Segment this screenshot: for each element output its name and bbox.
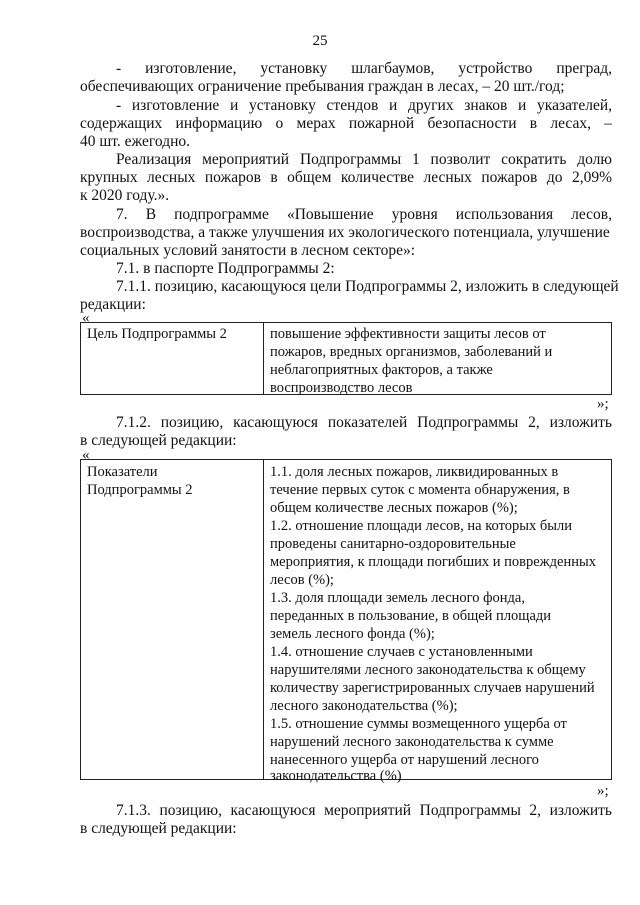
indicators-table-label-line-1: Показатели: [87, 464, 158, 480]
indicators-table-divider: [263, 460, 264, 779]
goal-table-value-line-1: повышение эффективности защиты лесов от: [270, 326, 546, 342]
indicator-line-11: 1.4. отношение случаев с установленными: [270, 644, 533, 660]
text-line-10: воспроизводства, а также улучшения их экологического потенциала, улучшение: [80, 224, 610, 241]
goal-table-value-line-2: пожаров, вредных организмов, заболеваний и: [270, 344, 553, 360]
indicator-line-9: переданных в пользование, в общей площади: [270, 608, 552, 624]
indicator-line-12: нарушителями лесного законодательства к общему: [270, 662, 586, 678]
indicator-line-16: нарушений лесного законодательства к сумме: [270, 734, 554, 750]
closing-quote-1: »;: [597, 396, 609, 412]
indicators-table-label-line-2: Подпрограммы 2: [87, 482, 193, 498]
indicator-line-13: количеству зарегистрированных случаев нарушений: [270, 680, 595, 696]
text-line-14: редакции:: [80, 296, 146, 313]
indicator-line-14: лесного законодательства (%);: [270, 698, 458, 714]
text-line-4: содержащих информацию о мерах пожарной безопасности в лесах, –: [80, 115, 612, 132]
text-line-11: социальных условий занятости в лесном секторе»:: [80, 242, 416, 259]
text-line-1: - изготовление, установку шлагбаумов, устройство преград,: [116, 60, 612, 77]
indicator-line-10: земель лесного фонда (%);: [270, 626, 435, 642]
text-line-6: Реализация мероприятий Подпрограммы 1 позволит сократить долю: [116, 151, 612, 168]
text-line-7: крупных лесных пожаров в общем количестве лесных пожаров до 2,09%: [80, 169, 612, 186]
opening-quote-2: «: [82, 447, 90, 463]
indicator-line-17: нанесенного ущерба от нарушений лесного: [270, 752, 539, 768]
goal-table-value-line-3: неблагоприятных факторов, а также: [270, 362, 493, 378]
goal-table: [80, 322, 612, 395]
indicator-line-2: течение первых суток с момента обнаружения, в: [270, 482, 570, 498]
goal-table-label: Цель Подпрограммы 2: [87, 326, 227, 342]
text-line-2: обеспечивающих ограничение пребывания граждан в лесах, – 20 шт./год;: [80, 78, 565, 95]
indicator-line-4: 1.2. отношение площади лесов, на которых были: [270, 518, 572, 534]
indicator-line-3: общем количестве лесных пожаров (%);: [270, 500, 518, 516]
text-line-16: в следующей редакции:: [80, 432, 237, 449]
text-line-13: 7.1.1. позицию, касающуюся цели Подпрограммы 2, изложить в следующей: [116, 278, 619, 295]
text-line-5: 40 шт. ежегодно.: [80, 133, 191, 150]
indicator-line-1: 1.1. доля лесных пожаров, ликвидированных в: [270, 464, 559, 480]
text-line-18: в следующей редакции:: [80, 820, 237, 837]
indicator-line-7: лесов (%);: [270, 572, 334, 588]
goal-table-divider: [263, 323, 264, 394]
text-line-12: 7.1. в паспорте Подпрограммы 2:: [116, 260, 335, 277]
opening-quote-1: «: [82, 310, 90, 326]
indicator-line-18: законодательства (%): [270, 768, 402, 784]
closing-quote-2: »;: [597, 783, 609, 799]
indicator-line-15: 1.5. отношение суммы возмещенного ущерба от: [270, 716, 567, 732]
indicators-table: [80, 459, 612, 784]
text-line-3: - изготовление и установку стендов и других знаков и указателей,: [116, 97, 612, 114]
text-line-9: 7. В подпрограмме «Повышение уровня использования лесов,: [116, 206, 612, 223]
indicator-line-8: 1.3. доля площади земель лесного фонда,: [270, 590, 525, 606]
indicator-line-6: мероприятия, к площади погибших и поврежденных: [270, 554, 597, 570]
text-line-15: 7.1.2. позицию, касающуюся показателей Подпрограммы 2, изложить: [116, 414, 612, 431]
page-number: 25: [312, 33, 328, 49]
text-line-8: к 2020 году.».: [80, 187, 170, 204]
goal-table-value-line-4: воспроизводство лесов: [270, 380, 413, 396]
text-line-17: 7.1.3. позицию, касающуюся мероприятий Подпрограммы 2, изложить: [116, 802, 612, 819]
indicator-line-5: проведены санитарно-оздоровительные: [270, 536, 516, 552]
